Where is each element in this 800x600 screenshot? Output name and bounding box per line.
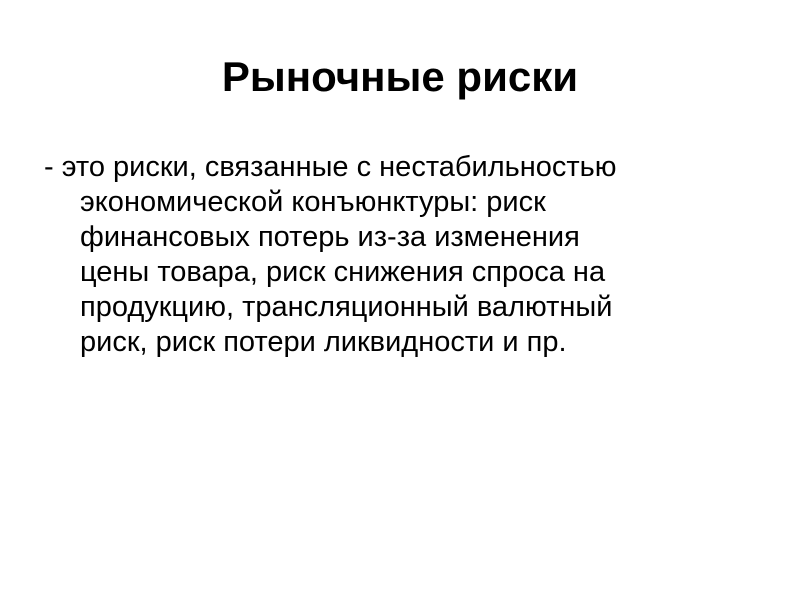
body-line: продукцию, трансляционный валютный: [80, 291, 613, 323]
body-line: - это риски, связанные с нестабильностью: [44, 151, 617, 183]
body-line: экономической конъюнктуры: риск: [80, 186, 546, 218]
slide-body-text: [44, 150, 764, 360]
body-line: цены товара, риск снижения спроса на: [80, 256, 606, 288]
slide-title: Рыночные риски: [221, 53, 579, 100]
body-line: риск, риск потери ликвидности и пр.: [80, 326, 567, 358]
body-line: финансовых потерь из-за изменения: [80, 221, 580, 253]
